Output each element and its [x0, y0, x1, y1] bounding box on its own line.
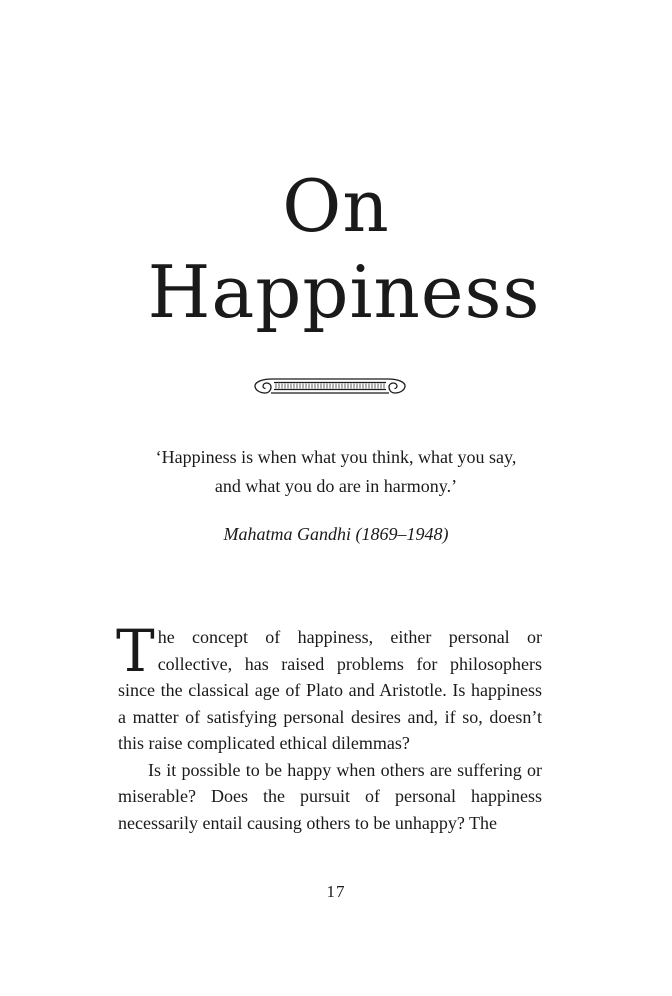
drop-cap: T — [116, 617, 155, 685]
chapter-title-line-1: On — [282, 164, 390, 248]
scroll-divider-icon — [252, 375, 408, 397]
chapter-title-line-2: Happiness — [147, 250, 541, 334]
epigraph-line-2: and what you do are in harmony.’ — [214, 476, 458, 496]
page-number: 17 — [326, 882, 346, 901]
epigraph-attribution: Mahatma Gandhi (1869–1948) — [223, 524, 449, 544]
paragraph-1 — [116, 617, 542, 757]
body-text — [116, 617, 542, 836]
epigraph-line-1: ‘Happiness is when what you think, what you say, — [155, 447, 517, 467]
paragraph-1-text: he concept of happiness, either personal or collective, has raised problems for philosophers since the classical age of Plato and Aristotle. Is happiness a matter of satisfying personal desires and, if so, doesn’t this raise complicated ethical dilemmas? — [118, 627, 542, 753]
paragraph-2: Is it possible to be happy when others are suffering or miserable? Does the pursuit of personal happiness necessarily entail causing others to be unhappy? The — [118, 759, 542, 833]
